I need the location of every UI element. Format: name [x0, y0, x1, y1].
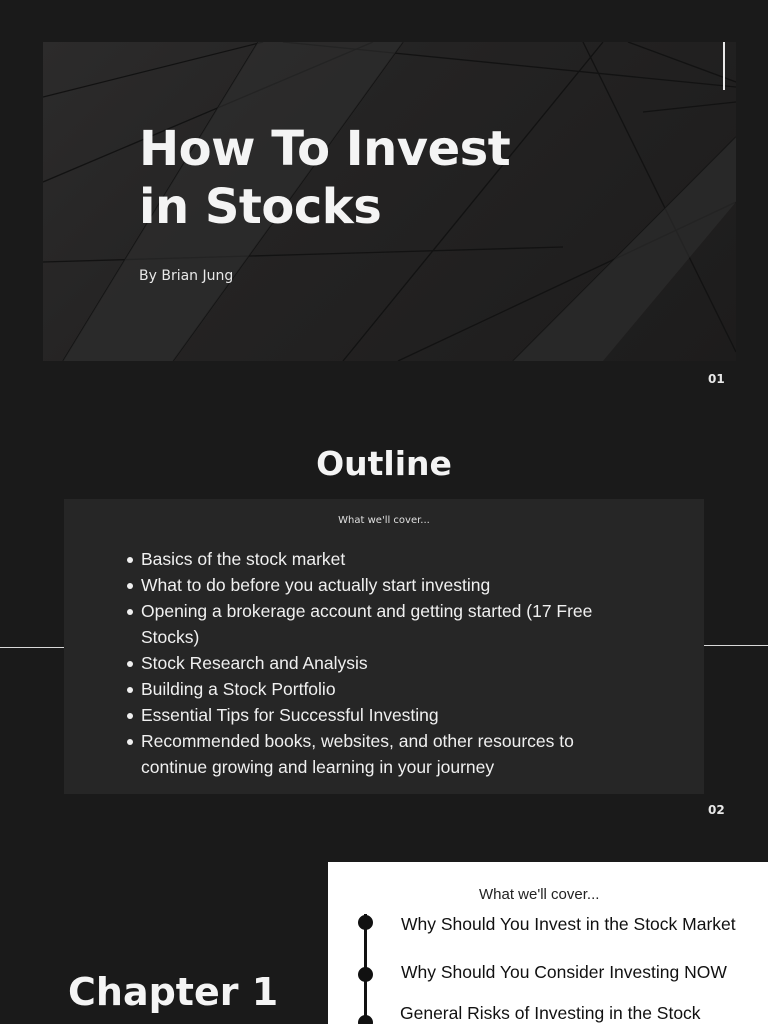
outline-item: Building a Stock Portfolio: [125, 676, 625, 702]
presentation-title: [139, 120, 659, 236]
outline-subtitle: What we'll cover...: [338, 515, 430, 526]
chapter-subtitle: What we'll cover...: [479, 886, 600, 903]
outline-item: Stock Research and Analysis: [125, 650, 625, 676]
timeline-dot: [358, 915, 373, 930]
title-line-1: How To Invest: [139, 121, 511, 177]
chapter-contents-panel: [328, 862, 768, 1024]
page-number-1: 01: [708, 372, 725, 386]
outline-item: Recommended books, websites, and other resources to continue growing and learning in your journey: [125, 728, 625, 780]
outline-heading: Outline: [316, 444, 452, 483]
chapter-topic: Why Should You Consider Investing NOW: [401, 962, 727, 982]
timeline-dot: [358, 1015, 373, 1024]
divider-right: [704, 645, 768, 646]
divider-left: [0, 647, 64, 648]
timeline-dot: [358, 967, 373, 982]
title-slide-banner: [43, 42, 736, 361]
chapter-topic: Why Should You Invest in the Stock Market: [401, 914, 736, 934]
outline-list: [125, 546, 625, 780]
chapter-topic: General Risks of Investing in the Stock: [400, 1003, 701, 1023]
outline-item: Basics of the stock market: [125, 546, 625, 572]
page-number-2: 02: [708, 803, 725, 817]
accent-line: [723, 42, 725, 90]
author-label: By Brian Jung: [139, 268, 234, 284]
outline-item: Opening a brokerage account and getting started (17 Free Stocks): [125, 598, 625, 650]
chapter-heading: Chapter 1: [68, 970, 279, 1014]
outline-item: Essential Tips for Successful Investing: [125, 702, 625, 728]
outline-panel: [64, 499, 704, 794]
outline-item: What to do before you actually start investing: [125, 572, 625, 598]
title-line-2: in Stocks: [139, 179, 382, 235]
